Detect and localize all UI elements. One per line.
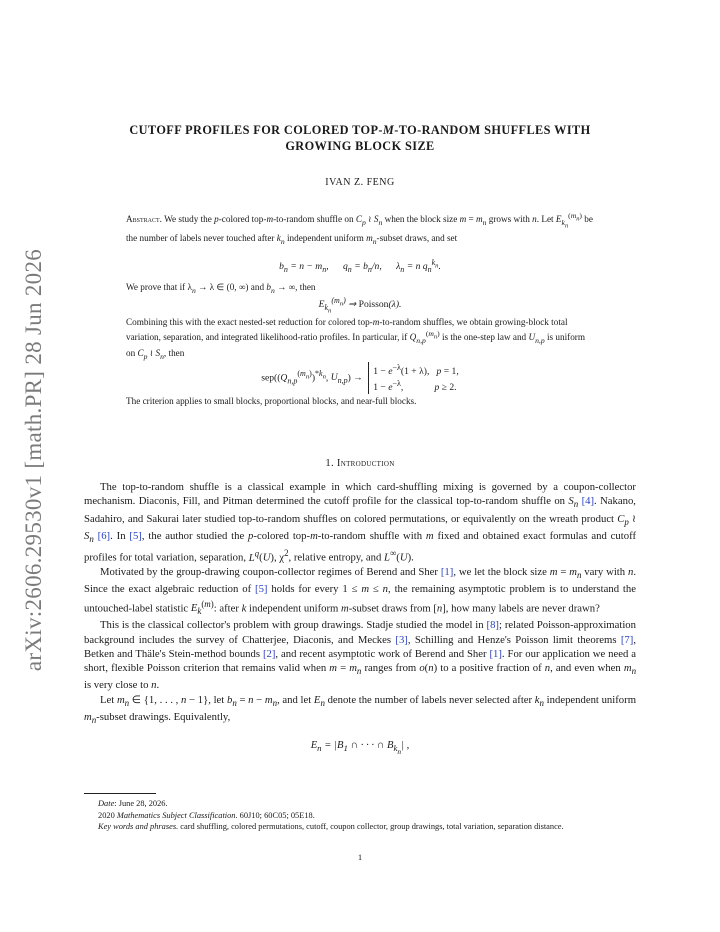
equation-separation: $sep((Q_{n,p}^{(m_n)})^{*k_n}$, $U_{n,p}) \to 1 - e^{-\lambda}(1 + \lambda)$, p = 1, $1 - e^{-\lambda}$, p ≥ 2. bbox=[261, 363, 459, 394]
citation-link[interactable]: [1] bbox=[440, 566, 454, 578]
footnote-rule bbox=[84, 793, 156, 794]
equation-poisson: $E_{k_n}^{(m_n)}$ ⇒ Poisson(λ). bbox=[318, 296, 402, 315]
arxiv-stamp bbox=[14, 250, 54, 670]
abstract-p3: Combining this with the exact nested-set reduction for colored top-m-to-random shuffles, we obtain growing-block total variation, separation, and integrated likelihood-ratio profiles. In particular, if $Q_{n,p}^{(m_n)}$ is the one-step law and $U_{n,p}$ is uniform on $C_p$ ≀ $S_n$, then bbox=[126, 317, 585, 361]
intro-paragraph-2: Motivated by the group-drawing coupon-collector regimes of Berend and Sher [1], we let the block size $m = m_n$ vary with n. Since the exact algebraic reduction of [5] holds for every 1 ≤ m ≤ n, the remaining asymptotic problem is to understand the untouched-label statistic $E_k^{(m)}$: after k independent uniform m-subset draws from [n], how many labels are never drawn? bbox=[84, 566, 637, 617]
intro-paragraph-3: This is the classical collector's problem with group drawings. Stadje studied the model in [8]; related Poisson-approximation background includes the survey of Chatterjee, Diaconis, and Meckes [3], Schilling and Henze's Poisson limit theorems [7], Betken and Thäle's Stein-method bounds [2], and recent asymptotic work of Berend and Sher [1]. For our application we need a short, flexible Poisson criterion that remains valid when $m = m_n$ ranges from o(n) to a positive fraction of n, and even when $m_n$ is very close to n. bbox=[84, 619, 637, 692]
abstract-p4: The criterion applies to small blocks, proportional blocks, and near-full blocks. bbox=[126, 396, 417, 406]
citation-link[interactable]: [3] bbox=[395, 633, 408, 646]
citation-link[interactable]: [4] bbox=[581, 495, 595, 508]
intro-paragraph-1: The top-to-random shuffle is a classical example in which card-shuffling mixing is governed by a coupon-collector mechanism. Diaconis, Fill, and Pitman determined the cutoff profile for the classical top-to-random shuffle on $S_n$ [4]. Nakano, Sadahiro, and Sakurai later studied top-to-random shuffles on colored permutations, or equivalently on the wreath product $C_p$ ≀ $S_n$ [6]. In [5], the author studied the p-colored top-m-to-random shuffle with m fixed and obtained exact formulas and cutoff profiles for total variation, separation, $L^q(U)$, $\chi^2$, relative entropy, and L∞(U). bbox=[84, 481, 637, 564]
footnotes bbox=[84, 798, 636, 833]
citation-link[interactable]: [8] bbox=[486, 619, 499, 632]
citation-link[interactable]: [6] bbox=[97, 529, 111, 542]
citation-link[interactable]: [1] bbox=[489, 647, 502, 660]
equation-En: $E_n = |B_1$ ∩ · · · ∩ $B_{k_n}|$ , bbox=[310, 740, 410, 756]
abstract-label: Abstract. bbox=[126, 214, 162, 225]
footnote-msc: 2020 Mathematics Subject Classification. 60J10; 60C05; 05E18. bbox=[98, 810, 315, 820]
footnote-date: Date: June 28, 2026. bbox=[98, 799, 168, 808]
paper-title: CUTOFF PROFILES FOR COLORED TOP-M-TO-RANDOM SHUFFLES WITH GROWING BLOCK SIZE bbox=[129, 123, 591, 153]
footnote-keywords: Key words and phrases. card shuffling, colored permutations, cutoff, coupon collector, group drawings, total variation, separation distance. bbox=[98, 822, 564, 832]
citation-link[interactable]: [5] bbox=[129, 529, 142, 542]
author: IVAN Z. FENG bbox=[325, 177, 395, 188]
citation-link[interactable]: [2] bbox=[262, 647, 276, 660]
citation-link[interactable]: [7] bbox=[620, 633, 634, 646]
intro-paragraph-4: Let $m_n$ ∈ {1, . . . , n − 1}, let $b_n = n - m_n$, and let $E_n$ denote the number of labels never selected after $k_n$ independent uniform $m_n$-subset drawings. Equivalently, bbox=[84, 693, 637, 726]
arxiv-id: arXiv:2606.29530v1 [math.PR] 28 Jun 2026 bbox=[21, 248, 46, 672]
abstract-p1: Abstract. We study the p-colored top-m-to-random shuffle on $C_p$ ≀ $S_n$ when the block size $m = m_n$ grows with n. Let $E_{k_n}^{(m_n)}$ be the number of labels never touched after $k_n$ independent uniform $m_n$-subset draws, and set bbox=[126, 211, 593, 247]
abstract-p2: We prove that if $\lambda_n \to \lambda$ ∈ (0, ∞) and $b_n$ → ∞, then bbox=[126, 282, 316, 295]
intro-body bbox=[84, 480, 636, 727]
section-heading: 1. Introduction bbox=[325, 458, 395, 469]
equation-definitions: $b_n = n - m_n$, $q_n = b_n/n$, $\lambda_n = n$ $q_n^{k_n}$. bbox=[279, 258, 441, 275]
citation-link[interactable]: [5] bbox=[255, 583, 268, 596]
page-number: 1 bbox=[357, 852, 363, 862]
